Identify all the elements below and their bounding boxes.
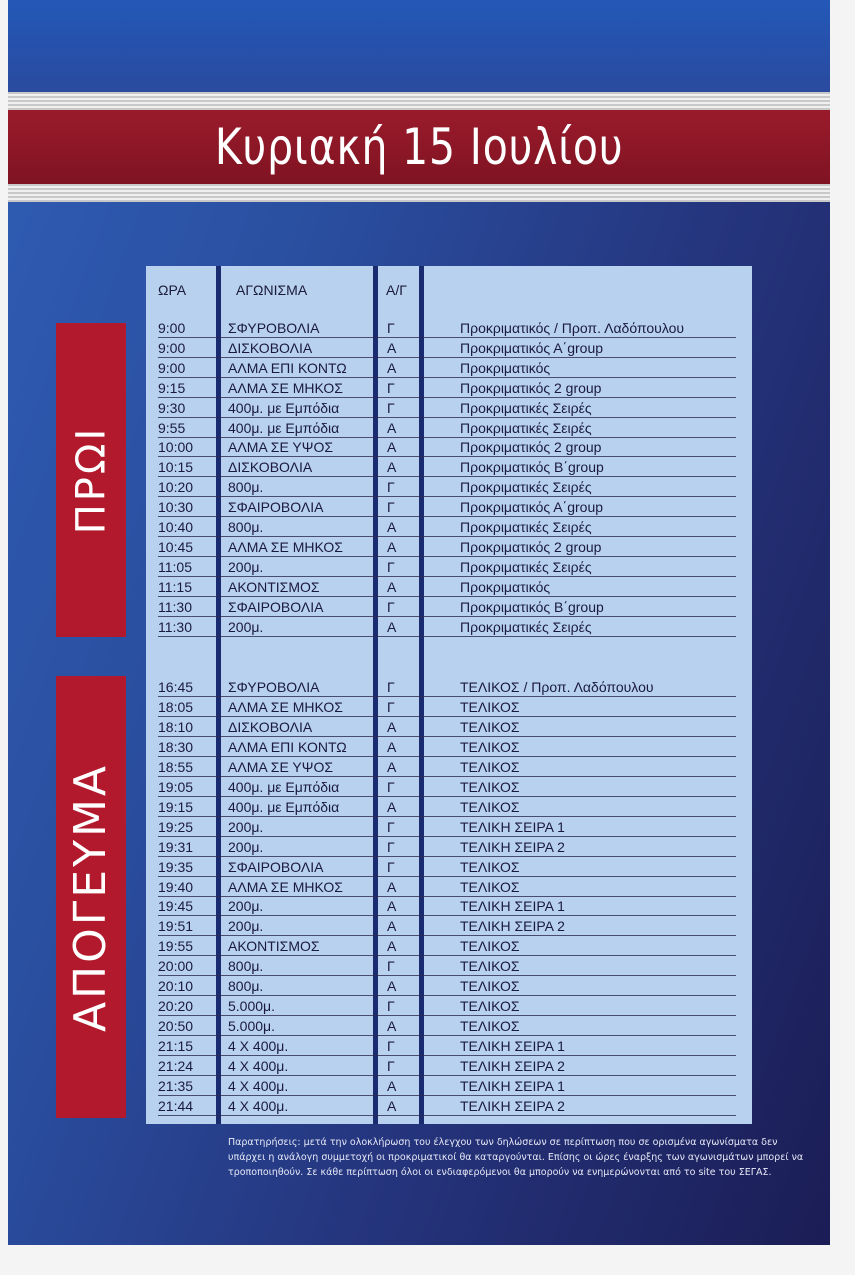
row-time: 18:30	[158, 738, 194, 755]
row-event: ΑΚΟΝΤΙΣΜΟΣ	[228, 938, 320, 955]
row-time: 9:15	[158, 379, 186, 396]
table-row	[146, 1037, 752, 1056]
row-time: 19:05	[158, 778, 194, 795]
row-phase: ΤΕΛΙΚΟΣ	[460, 738, 520, 755]
section-tab-afternoon	[56, 676, 126, 1118]
row-phase: ΤΕΛΙΚΗ ΣΕΙΡΑ 1	[460, 1038, 565, 1055]
row-time: 11:15	[158, 578, 192, 595]
row-gender: Α	[387, 738, 397, 755]
row-phase: Προκριματικός Β΄group	[460, 598, 604, 615]
row-time: 20:20	[158, 998, 194, 1015]
row-time: 21:35	[158, 1078, 194, 1094]
table-row	[146, 419, 752, 438]
row-event: ΑΛΜΑ ΣΕ ΜΗΚΟΣ	[228, 878, 343, 895]
row-phase: ΤΕΛΙΚΟΣ	[460, 858, 520, 875]
table-row	[146, 758, 752, 777]
table-row	[146, 379, 752, 398]
row-time: 10:30	[158, 499, 194, 516]
row-phase: Προκριματικός	[460, 578, 551, 595]
row-gender: Γ	[387, 998, 395, 1015]
row-phase: Προκριματικός Α΄group	[460, 499, 604, 516]
row-time: 10:20	[158, 479, 194, 496]
top-glow	[8, 0, 830, 95]
row-phase: Προκριματικός 2 group	[460, 439, 602, 456]
table-row	[146, 897, 752, 916]
row-event: 200μ.	[228, 558, 264, 575]
row-event: ΑΛΜΑ ΣΕ ΜΗΚΟΣ	[228, 538, 343, 555]
row-time: 11:30	[158, 598, 192, 615]
row-event: ΣΦΥΡΟΒΟΛΙΑ	[228, 679, 320, 695]
row-gender: Α	[387, 938, 397, 955]
row-phase: ΤΕΛΙΚΟΣ	[460, 1018, 520, 1035]
row-gender: Γ	[387, 818, 395, 835]
table-row	[146, 458, 752, 477]
row-underline	[158, 1015, 736, 1016]
table-row	[146, 838, 752, 857]
row-phase: ΤΕΛΙΚΟΣ	[460, 878, 520, 895]
row-phase: ΤΕΛΙΚΟΣ	[460, 938, 520, 955]
row-gender: Α	[387, 419, 397, 436]
row-gender: Γ	[387, 499, 395, 516]
table-row	[146, 578, 752, 597]
row-event: ΑΛΜΑ ΣΕ ΜΗΚΟΣ	[228, 379, 343, 396]
row-gender: Γ	[387, 778, 395, 795]
row-gender: Α	[387, 758, 397, 775]
header-event: ΑΓΩΝΙΣΜΑ	[236, 282, 308, 298]
row-gender: Γ	[387, 399, 395, 416]
row-underline	[158, 437, 736, 438]
row-time: 21:15	[158, 1038, 194, 1055]
row-event: ΑΛΜΑ ΣΕ ΥΨΟΣ	[228, 758, 334, 775]
row-event: ΔΙΣΚΟΒΟΛΙΑ	[228, 339, 313, 356]
notes-text: Παρατηρήσεις: μετά την ολοκλήρωση του έλεγχου των δηλώσεων σε περίπτωση που σε ορισμένα αγωνίσματα δεν υπάρχει η ανάλογη συμμετοχή οι προκριματικοί θα καταργούνται. Επίσης οι ώρες έναρξης των αγωνισμάτων μπορεί να τροποποιηθούν. Σε κάθε περίπτωση όλοι οι ενδιαφερόμενοι θα μπορούν να ενημερώνονται από το site του ΣΕΓΑΣ.	[228, 1137, 804, 1178]
row-underline	[158, 816, 736, 817]
row-underline	[158, 716, 736, 717]
row-time: 19:31	[158, 838, 194, 855]
row-underline	[158, 1055, 736, 1056]
row-underline	[158, 896, 736, 897]
row-phase: ΤΕΛΙΚΗ ΣΕΙΡΑ 2	[460, 1058, 565, 1075]
row-underline	[158, 516, 736, 517]
row-gender: Α	[387, 978, 397, 995]
section-tab-morning	[56, 323, 126, 637]
row-gender: Γ	[387, 858, 395, 875]
row-underline	[158, 776, 736, 777]
row-gender: Α	[387, 439, 397, 456]
row-event: ΑΛΜΑ ΕΠΙ ΚΟΝΤΩ	[228, 738, 347, 755]
table-row	[146, 937, 752, 956]
row-event: 800μ.	[228, 479, 264, 496]
row-gender: Α	[387, 339, 397, 356]
header-gender: Α/Γ	[386, 282, 407, 298]
row-phase: ΤΕΛΙΚΗ ΣΕΙΡΑ 2	[460, 918, 565, 935]
row-underline	[158, 1115, 736, 1116]
row-time: 10:45	[158, 538, 194, 555]
row-underline	[158, 357, 736, 358]
row-time: 19:40	[158, 878, 194, 895]
row-gender: Α	[387, 1078, 397, 1094]
table-row	[146, 957, 752, 976]
row-event: 5.000μ.	[228, 1018, 275, 1035]
table-row	[146, 558, 752, 577]
row-event: 4 Χ 400μ.	[228, 1058, 289, 1075]
row-underline	[158, 1075, 736, 1076]
row-event: 800μ.	[228, 958, 264, 975]
row-gender: Γ	[387, 958, 395, 975]
row-phase: Προκριματικές Σειρές	[460, 519, 592, 535]
row-underline	[158, 596, 736, 597]
row-gender: Γ	[387, 320, 395, 336]
row-underline	[158, 955, 736, 956]
table-row	[146, 598, 752, 617]
row-underline	[158, 536, 736, 537]
table-row	[146, 319, 752, 338]
table-row	[146, 698, 752, 717]
row-time: 10:40	[158, 519, 194, 535]
row-phase: ΤΕΛΙΚΟΣ	[460, 978, 520, 995]
row-gender: Γ	[387, 1058, 395, 1075]
row-event: 4 Χ 400μ.	[228, 1097, 289, 1114]
row-underline	[158, 496, 736, 497]
row-event: 400μ. με Εμπόδια	[228, 419, 340, 436]
row-underline	[158, 756, 736, 757]
row-underline	[158, 616, 736, 617]
row-underline	[158, 975, 736, 976]
row-event: 200μ.	[228, 818, 264, 835]
row-gender: Α	[387, 519, 397, 535]
row-phase: ΤΕΛΙΚΗ ΣΕΙΡΑ 1	[460, 898, 565, 915]
row-phase: Προκριματικές Σειρές	[460, 479, 592, 496]
row-event: ΑΛΜΑ ΣΕ ΜΗΚΟΣ	[228, 698, 343, 715]
row-time: 20:10	[158, 978, 194, 995]
table-row	[146, 858, 752, 877]
row-gender: Γ	[387, 479, 395, 496]
row-event: ΑΛΜΑ ΣΕ ΥΨΟΣ	[228, 439, 334, 456]
row-gender: Α	[387, 1097, 397, 1114]
row-event: ΔΙΣΚΟΒΟΛΙΑ	[228, 718, 313, 735]
row-gender: Γ	[387, 679, 395, 695]
row-gender: Γ	[387, 558, 395, 575]
row-gender: Α	[387, 878, 397, 895]
row-event: 200μ.	[228, 838, 264, 855]
row-phase: ΤΕΛΙΚΗ ΣΕΙΡΑ 1	[460, 1078, 565, 1094]
row-time: 20:00	[158, 958, 194, 975]
row-phase: Προκριματικός	[460, 359, 551, 376]
row-phase: ΤΕΛΙΚΟΣ	[460, 798, 520, 815]
row-time: 11:30	[158, 618, 192, 635]
row-phase: Προκριματικός 2 group	[460, 379, 602, 396]
row-time: 19:15	[158, 798, 194, 815]
table-row	[146, 478, 752, 497]
row-underline	[158, 636, 736, 637]
row-event: 400μ. με Εμπόδια	[228, 399, 340, 416]
row-time: 19:55	[158, 938, 194, 955]
row-phase: ΤΕΛΙΚΟΣ	[460, 958, 520, 975]
row-phase: ΤΕΛΙΚΟΣ	[460, 718, 520, 735]
row-phase: Προκριματικός 2 group	[460, 538, 602, 555]
row-time: 9:00	[158, 320, 186, 336]
row-gender: Γ	[387, 1038, 395, 1055]
row-gender: Γ	[387, 698, 395, 715]
row-time: 10:15	[158, 459, 194, 476]
row-time: 19:45	[158, 898, 194, 915]
table-row	[146, 438, 752, 457]
table-row	[146, 718, 752, 737]
table-row	[146, 878, 752, 897]
row-underline	[158, 576, 736, 577]
row-underline	[158, 736, 736, 737]
row-underline	[158, 1035, 736, 1036]
row-time: 21:24	[158, 1058, 194, 1075]
table-row	[146, 778, 752, 797]
row-gender: Α	[387, 618, 397, 635]
row-event: 5.000μ.	[228, 998, 275, 1015]
row-event: ΣΦΑΙΡΟΒΟΛΙΑ	[228, 598, 324, 615]
row-underline	[158, 417, 736, 418]
row-event: ΑΛΜΑ ΕΠΙ ΚΟΝΤΩ	[228, 359, 347, 376]
row-phase: ΤΕΛΙΚΟΣ / Προπ. Λαδόπουλου	[460, 679, 654, 695]
row-phase: ΤΕΛΙΚΟΣ	[460, 778, 520, 795]
row-underline	[158, 377, 736, 378]
table-row	[146, 678, 752, 697]
row-underline	[158, 876, 736, 877]
row-time: 9:00	[158, 339, 186, 356]
row-underline	[158, 476, 736, 477]
row-event: ΣΦΑΙΡΟΒΟΛΙΑ	[228, 858, 324, 875]
row-time: 20:50	[158, 1018, 194, 1035]
table-row	[146, 818, 752, 837]
row-underline	[158, 696, 736, 697]
table-row	[146, 997, 752, 1016]
table-row	[146, 977, 752, 996]
row-event: 800μ.	[228, 978, 264, 995]
table-row	[146, 798, 752, 817]
row-underline	[158, 856, 736, 857]
row-time: 18:05	[158, 698, 194, 715]
row-time: 19:35	[158, 858, 194, 875]
row-event: 4 Χ 400μ.	[228, 1038, 289, 1055]
row-time: 9:00	[158, 359, 186, 376]
row-underline	[158, 456, 736, 457]
row-gender: Α	[387, 1018, 397, 1035]
row-phase: ΤΕΛΙΚΗ ΣΕΙΡΑ 2	[460, 838, 565, 855]
row-underline	[158, 915, 736, 916]
row-phase: Προκριματικές Σειρές	[460, 618, 592, 635]
row-phase: ΤΕΛΙΚΗ ΣΕΙΡΑ 2	[460, 1097, 565, 1114]
row-underline	[158, 836, 736, 837]
row-underline	[158, 556, 736, 557]
row-time: 16:45	[158, 679, 194, 695]
row-underline	[158, 1095, 736, 1096]
table-row	[146, 518, 752, 537]
row-phase: ΤΕΛΙΚΟΣ	[460, 698, 520, 715]
row-gender: Α	[387, 459, 397, 476]
table-row	[146, 1017, 752, 1036]
table-row	[146, 538, 752, 557]
row-event: 200μ.	[228, 898, 264, 915]
page-title: Κυριακή 15 Ιουλίου	[214, 118, 624, 176]
row-phase: ΤΕΛΙΚΗ ΣΕΙΡΑ 1	[460, 818, 565, 835]
row-time: 10:00	[158, 439, 194, 456]
row-underline	[158, 935, 736, 936]
row-gender: Γ	[387, 838, 395, 855]
table-row	[146, 917, 752, 936]
row-gender: Α	[387, 918, 397, 935]
row-event: ΔΙΣΚΟΒΟΛΙΑ	[228, 459, 313, 476]
row-event: ΑΚΟΝΤΙΣΜΟΣ	[228, 578, 320, 595]
row-time: 9:30	[158, 399, 186, 416]
row-phase: Προκριματικές Σειρές	[460, 419, 592, 436]
row-phase: Προκριματικός Α΄group	[460, 339, 604, 356]
row-gender: Α	[387, 798, 397, 815]
row-time: 18:10	[158, 718, 194, 735]
row-gender: Α	[387, 578, 397, 595]
row-event: 4 Χ 400μ.	[228, 1078, 289, 1094]
table-row	[146, 1097, 752, 1116]
row-gender: Α	[387, 359, 397, 376]
row-time: 18:55	[158, 758, 194, 775]
row-gender: Γ	[387, 379, 395, 396]
row-gender: Α	[387, 898, 397, 915]
row-event: 200μ.	[228, 618, 264, 635]
table-row	[146, 738, 752, 757]
row-event: 400μ. με Εμπόδια	[228, 798, 340, 815]
row-gender: Γ	[387, 598, 395, 615]
row-phase: Προκριματικές Σειρές	[460, 558, 592, 575]
row-phase: ΤΕΛΙΚΟΣ	[460, 758, 520, 775]
table-row	[146, 498, 752, 517]
row-phase: ΤΕΛΙΚΟΣ	[460, 998, 520, 1015]
row-event: ΣΦΥΡΟΒΟΛΙΑ	[228, 320, 320, 336]
row-gender: Α	[387, 538, 397, 555]
row-time: 21:44	[158, 1097, 194, 1114]
section-label-afternoon: ΑΠΟΓΕΥΜΑ	[65, 762, 117, 1032]
row-phase: Προκριματικές Σειρές	[460, 399, 592, 416]
row-time: 9:55	[158, 419, 186, 436]
table-row	[146, 359, 752, 378]
title-bar	[8, 110, 830, 184]
row-phase: Προκριματικός / Προπ. Λαδόπουλου	[460, 320, 685, 336]
row-time: 11:05	[158, 558, 192, 575]
row-underline	[158, 796, 736, 797]
row-phase: Προκριματικός Β΄group	[460, 459, 604, 476]
row-underline	[158, 337, 736, 338]
header-time: ΩΡΑ	[158, 282, 187, 298]
row-time: 19:25	[158, 818, 194, 835]
table-row	[146, 1057, 752, 1076]
row-event: 200μ.	[228, 918, 264, 935]
row-event: ΣΦΑΙΡΟΒΟΛΙΑ	[228, 499, 324, 516]
row-time: 19:51	[158, 918, 194, 935]
row-underline	[158, 995, 736, 996]
table-row	[146, 1077, 752, 1096]
row-underline	[158, 397, 736, 398]
row-event: 800μ.	[228, 519, 264, 535]
table-row	[146, 618, 752, 637]
row-gender: Α	[387, 718, 397, 735]
table-row	[146, 339, 752, 358]
section-label-morning: ΠΡΩΙ	[68, 425, 114, 535]
row-event: 400μ. με Εμπόδια	[228, 778, 340, 795]
table-row	[146, 399, 752, 418]
